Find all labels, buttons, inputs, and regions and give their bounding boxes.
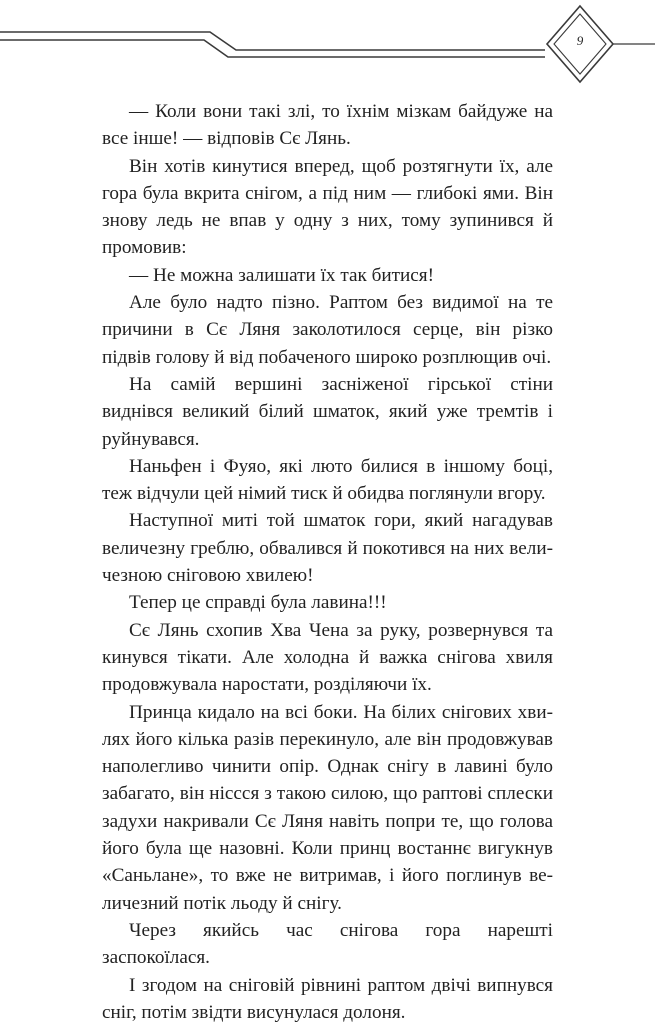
paragraph: — Коли вони такі злі, то їхнім мізкам байдуже на все інше! — відповів Сє Лянь.	[102, 98, 553, 153]
paragraph: Він хотів кинутися вперед, щоб розтягнути їх, але гора була вкрита снігом, а під ним — глибокі ями. Він знову ледь не впав у одну з них, тому зупинився й промовив:	[102, 153, 553, 262]
paragraph: Через якийсь час снігова гора нарешті заспокоїлася.	[102, 917, 553, 972]
paragraph: Наступної миті той шматок гори, який нагадував величезну греблю, обвалився й покотився на них величезною сніговою хвилею!	[102, 507, 553, 589]
header-rule-outer	[0, 32, 545, 50]
paragraph: На самій вершині засніженої гірської стіни виднівся великий білий шматок, який уже тремтів і руйнувався.	[102, 371, 553, 453]
paragraph: Сє Лянь схопив Хва Чена за руку, розвернувся та кинувся тікати. Але холодна й важка снігова хвиля продовжувала наростати, розділяючи їх.	[102, 617, 553, 699]
header-ornament	[0, 0, 655, 90]
paragraph: Наньфен і Фуяо, які люто билися в іншому боці, теж відчули цей німий тиск й обидва поглянули вгору.	[102, 453, 553, 508]
page-number: 9	[565, 33, 595, 49]
paragraph: І згодом на сніговій рівнині раптом двічі випнувся сніг, потім звідти висунулася долоня.	[102, 972, 553, 1026]
paragraph: Принца кидало на всі боки. На білих снігових хвилях його кілька разів перекинуло, але він продовжував наполегливо чинити опір. Однак снігу в лавині було забагато, він ніссся з такою силою, що раптові сплески задухи накривали Сє Ляня навіть попри те, що голова його була ще назовні. Коли принц востаннє вигукнув «Саньлане», то вже не витримав, і його поглинув величезний потік льоду й снігу.	[102, 699, 553, 917]
paragraph: — Не можна залишати їх так битися!	[102, 262, 553, 289]
body-text	[102, 98, 553, 1026]
paragraph: Але було надто пізно. Раптом без видимої на те причини в Сє Ляня заколотилося серце, він різко підвів голову й від побаченого широко розплющив очі.	[102, 289, 553, 371]
paragraph: Тепер це справді була лавина!!!	[102, 589, 553, 616]
header-rule-inner	[0, 40, 545, 57]
